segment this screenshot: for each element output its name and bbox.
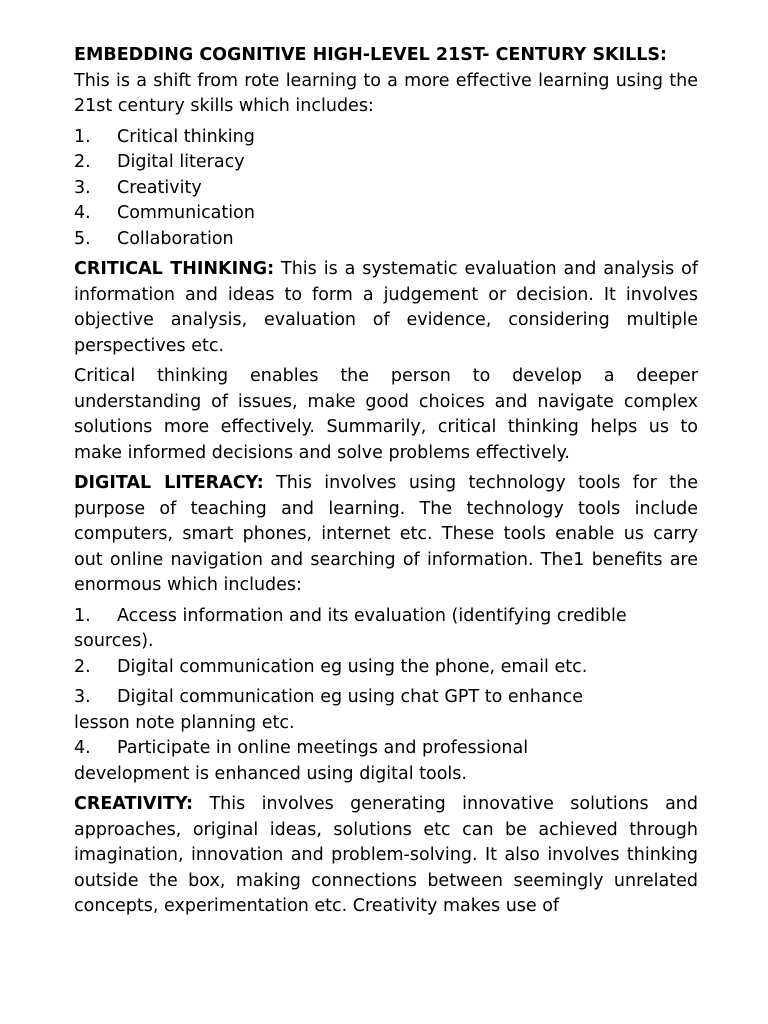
list-text: Access information and its evaluation (identifying credible [117,605,627,626]
list-text-continuation: development is enhanced using digital tools. [74,763,467,784]
list-text-continuation: lesson note planning etc. [74,712,295,733]
skills-list [74,125,698,253]
document-page [74,43,698,920]
list-number: 5. [74,228,91,249]
critical-thinking-text: This is a systematic evaluation and analysis of information and ideas to form a judgement or decision. It involves objective analysis, evaluation of evidence, considering multiple perspectives etc. [74,259,698,356]
digital-literacy-paragraph [74,471,698,599]
list-text: Creativity [117,177,202,198]
critical-thinking-label: CRITICAL THINKING: [74,259,275,279]
list-number: 4. [74,738,91,758]
critical-thinking-paragraph-2: Critical thinking enables the person to develop a deeper understanding of issues, make good choices and navigate complex solutions more effectively. Summarily, critical thinking helps us to make informed decisions and solve problems effectively. [74,366,698,463]
list-text: Digital communication eg using the phone, email etc. [117,656,588,677]
list-text-continuation: sources). [74,631,154,651]
list-text: Participate in online meetings and professional [117,738,529,758]
list-number: 1. [74,126,91,147]
creativity-paragraph [74,792,698,920]
list-item [74,176,698,202]
list-text: Collaboration [117,228,234,249]
list-number: 3. [74,687,91,707]
critical-thinking-paragraph [74,257,698,359]
list-number: 2. [74,656,91,677]
list-item [74,685,698,736]
creativity-label: CREATIVITY: [74,794,194,814]
intro-paragraph: This is a shift from rote learning to a more effective learning using the 21st century skills which includes: [74,70,698,116]
list-text: Digital communication eg using chat GPT to enhance [117,687,583,707]
creativity-text: This involves generating innovative solutions and approaches, original ideas, solutions etc can be achieved through imagination, innovation and problem-solving. It also involves thinking outside the box, making connections between seemingly unrelated concepts, experimentation etc. Creativity makes use of [74,794,698,916]
digital-literacy-text: This involves using technology tools for the purpose of teaching and learning. The technology tools include computers, smart phones, internet etc. These tools enable us carry out online navigation and searching of information. The1 benefits are enormous which includes: [74,473,698,595]
list-text: Communication [117,203,255,223]
list-item [74,150,698,176]
list-item [74,201,698,227]
list-text: Critical thinking [117,126,255,147]
list-number: 2. [74,152,91,172]
list-text: Digital literacy [117,152,245,172]
list-number: 3. [74,177,91,198]
list-number: 4. [74,203,91,223]
list-item [74,604,698,655]
digital-literacy-label: DIGITAL LITERACY: [74,473,264,493]
list-item [74,227,698,253]
list-item [74,736,698,787]
section-heading: EMBEDDING COGNITIVE HIGH-LEVEL 21ST- CENTURY SKILLS: [74,45,668,65]
list-number: 1. [74,605,91,626]
list-item [74,655,698,681]
list-item [74,125,698,151]
